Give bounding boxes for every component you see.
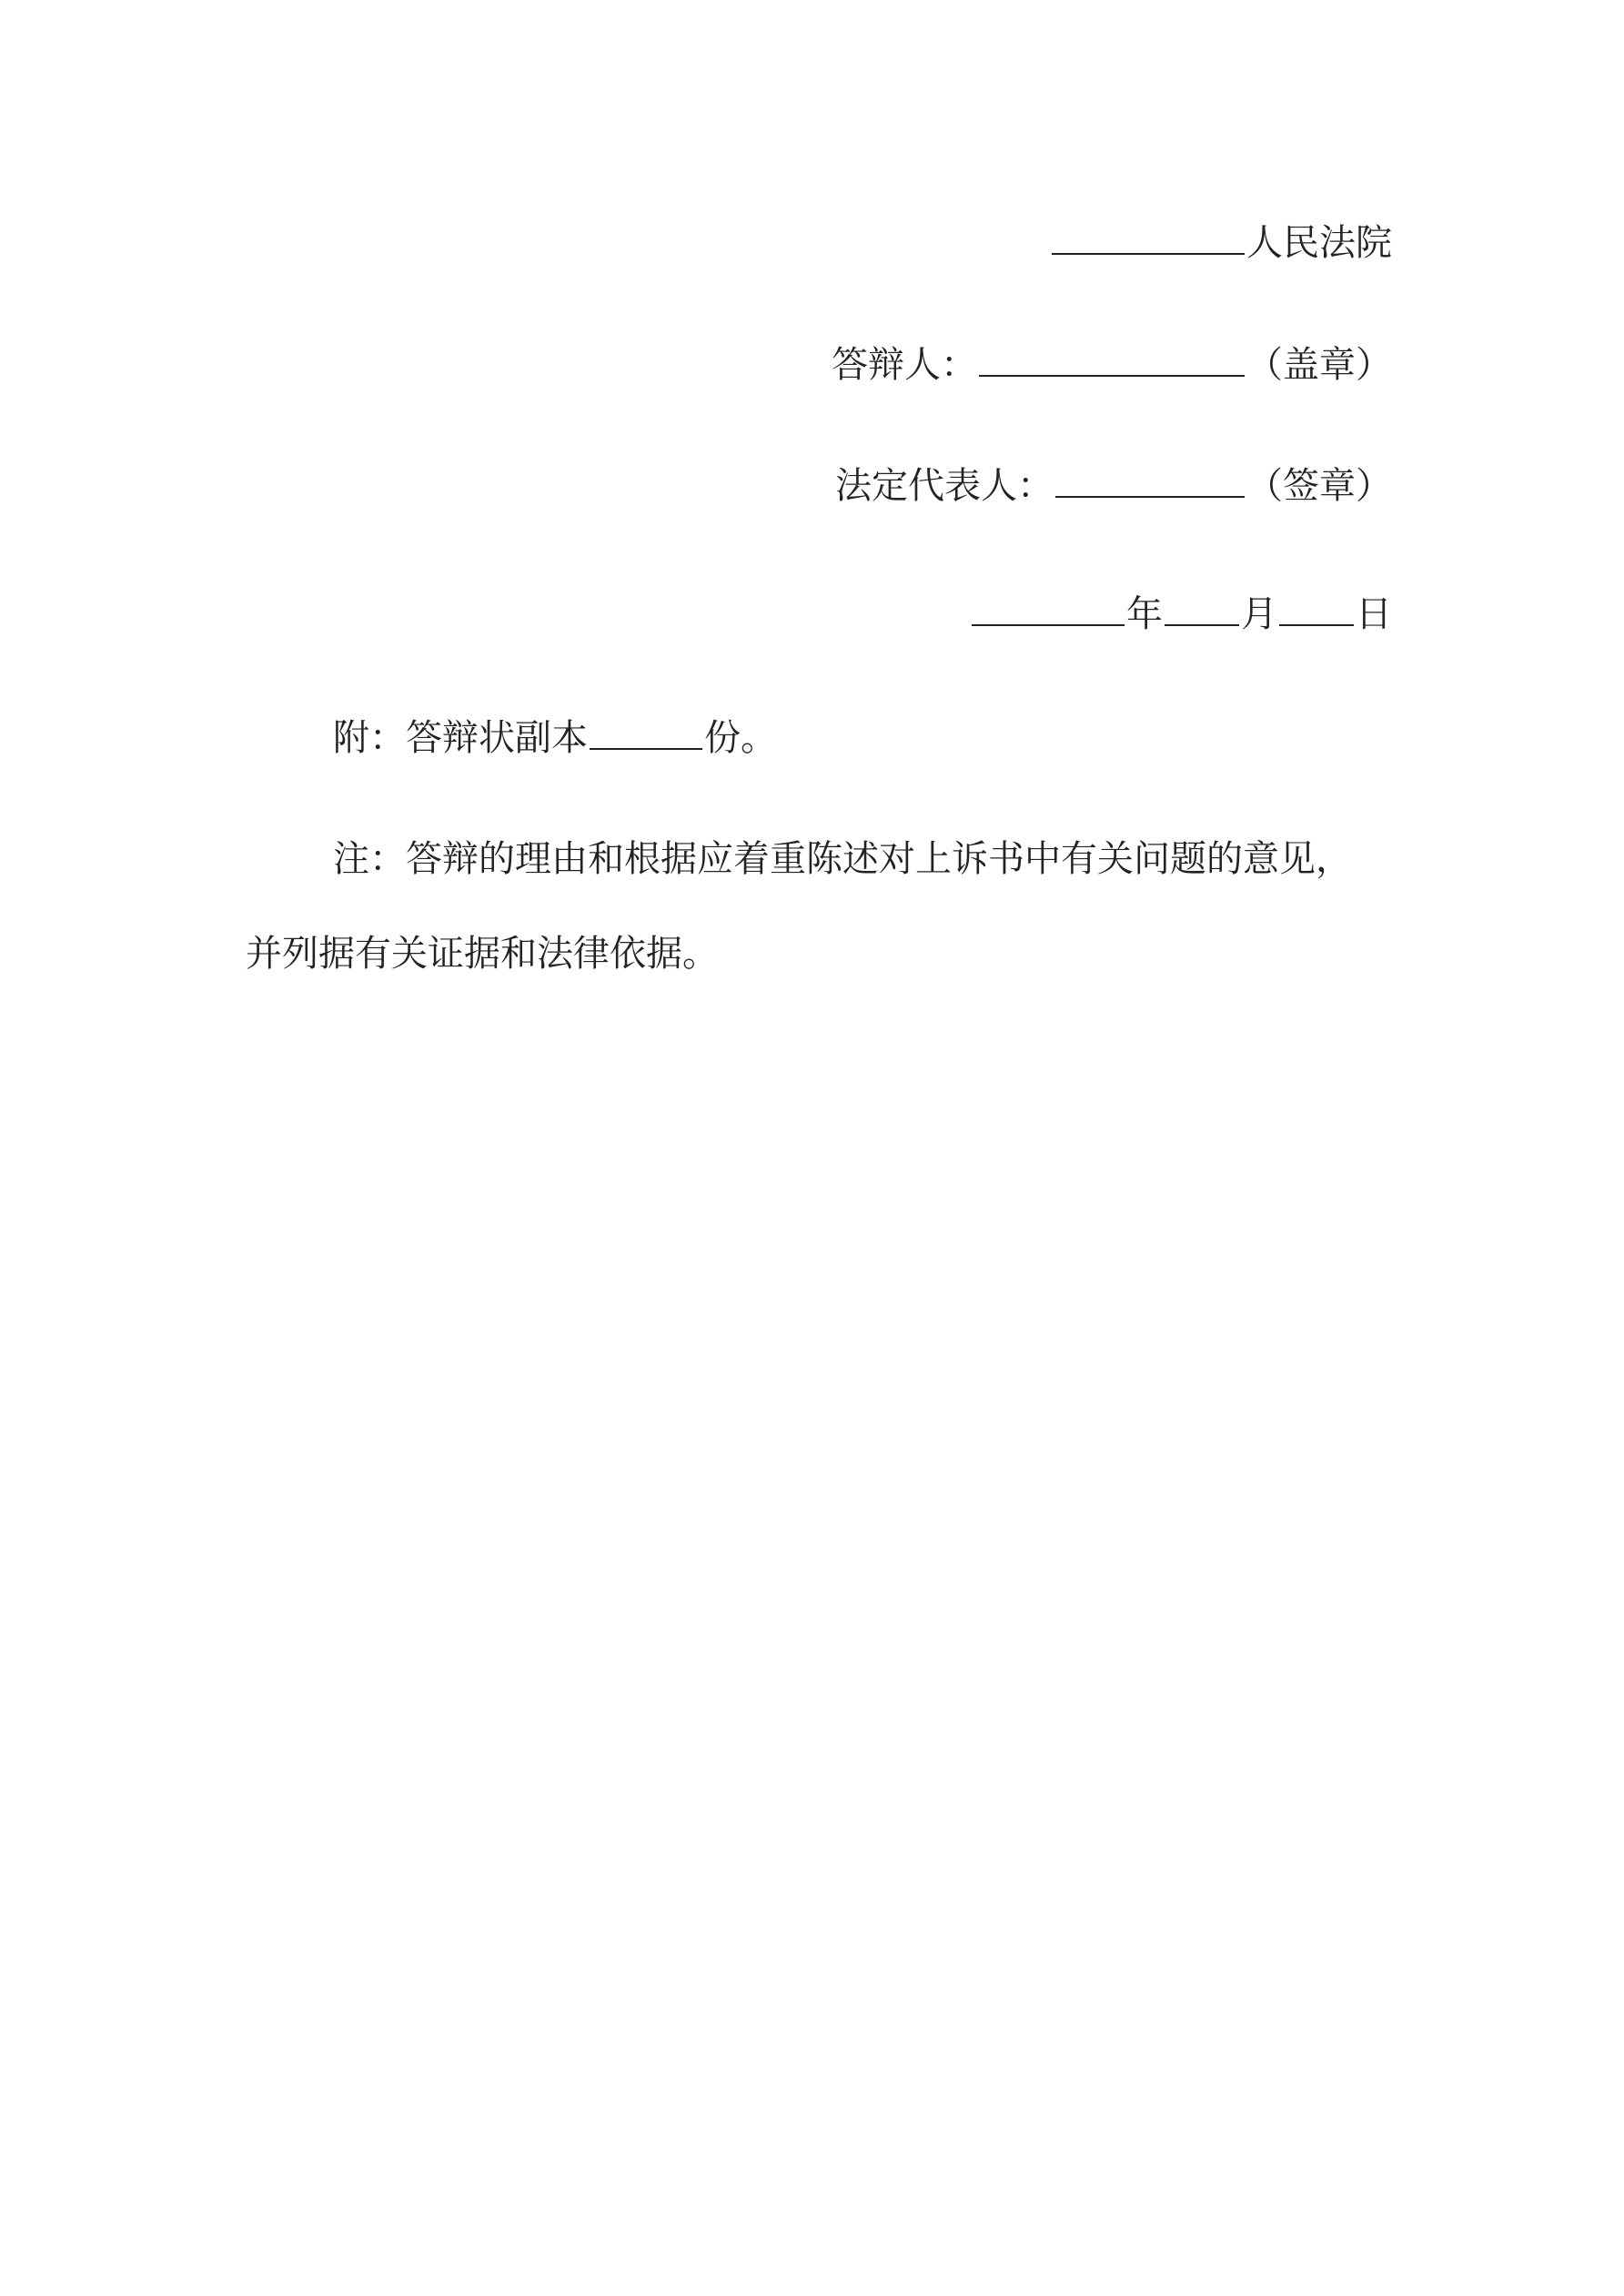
court-suffix: 人民法院 xyxy=(1246,222,1392,264)
year-label: 年 xyxy=(1126,593,1163,635)
respondent-stamp-note: （盖章） xyxy=(1246,344,1392,386)
respondent-label: 答辩人： xyxy=(832,344,977,386)
month-blank[interactable] xyxy=(1165,588,1239,626)
legal-representative-label: 法定代表人： xyxy=(835,465,1054,507)
note-line-1: 注：答辩的理由和根据应着重陈述对上诉书中有关问题的意见， xyxy=(333,838,1352,880)
day-label: 日 xyxy=(1356,593,1392,635)
respondent-blank[interactable] xyxy=(979,339,1245,377)
attachment-line xyxy=(333,712,777,762)
year-blank[interactable] xyxy=(972,588,1125,626)
day-blank[interactable] xyxy=(1279,588,1354,626)
month-label: 月 xyxy=(1241,593,1277,635)
court-name-blank[interactable] xyxy=(1052,217,1245,255)
legal-representative-stamp-note: （签章） xyxy=(1246,465,1392,507)
respondent-line xyxy=(832,339,1392,389)
copies-blank[interactable] xyxy=(590,712,702,750)
legal-representative-blank[interactable] xyxy=(1055,460,1245,498)
attachment-prefix: 附：答辩状副本 xyxy=(333,717,588,759)
court-line xyxy=(1050,217,1392,267)
note-line-2: 并列据有关证据和法律依据。 xyxy=(246,933,719,975)
attachment-suffix: 份。 xyxy=(704,717,777,759)
date-line xyxy=(970,588,1392,638)
legal-representative-line xyxy=(835,460,1392,510)
